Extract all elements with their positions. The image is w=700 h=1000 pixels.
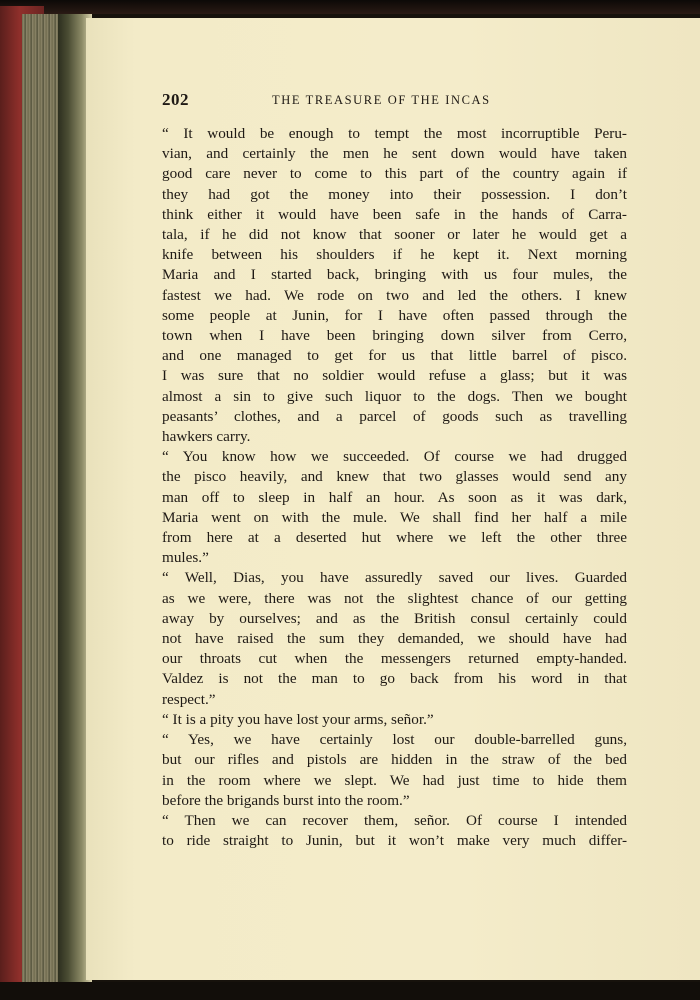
text-line: man off to sleep in half an hour. As soon as it was dark, — [162, 488, 627, 506]
text-line: to ride straight to Junin, but it won’t make very much differ- — [162, 832, 627, 850]
paragraph — [162, 710, 627, 730]
text-line: knife between his shoulders if he kept it. Next morning — [162, 246, 627, 264]
text-line: respect.” — [162, 690, 216, 708]
text-line: “ You know how we succeeded. Of course we had drugged — [162, 448, 627, 466]
text-line: away by ourselves; and as the British consul certainly could — [162, 609, 627, 627]
text-line: before the brigands burst into the room.” — [162, 791, 410, 809]
text-line: Maria went on with the mule. We shall find her half a mile — [162, 508, 627, 526]
paragraph — [162, 568, 627, 709]
text-line: “ It would be enough to tempt the most incorruptible Peru- — [162, 125, 627, 142]
text-line: tala, if he did not know that sooner or later he would get a — [162, 226, 627, 244]
running-head: THE TREASURE OF THE INCAS — [272, 93, 491, 107]
paragraph — [162, 730, 627, 811]
paragraph — [162, 447, 627, 568]
text-line: but our rifles and pistols are hidden in the straw of the bed — [162, 751, 627, 769]
text-line: “ Then we can recover them, señor. Of course I intended — [162, 811, 627, 829]
text-line: Valdez is not the man to go back from his word in that — [162, 670, 627, 688]
text-line: some people at Junin, for I have often passed through the — [162, 306, 627, 324]
text-line: Maria and I started back, bringing with us four mules, the — [162, 266, 627, 284]
text-line: town when I have been bringing down silver from Cerro, — [162, 327, 627, 345]
text-line: our throats cut when the messengers returned empty-handed. — [162, 650, 627, 668]
body-text — [162, 124, 627, 851]
page-header — [162, 90, 627, 112]
text-line: not have raised the sum they demanded, we should have had — [162, 630, 627, 648]
text-line: the pisco heavily, and knew that two glasses would send any — [162, 468, 627, 486]
text-line: good care never to come to this part of the country again if — [162, 165, 627, 183]
text-line: fastest we had. We rode on two and led the others. I knew — [162, 286, 627, 304]
text-line: almost a sin to give such liquor to the dogs. Then we bought — [162, 387, 627, 405]
text-line: vian, and certainly the men he sent down would have taken — [162, 145, 627, 163]
text-line: “ It is a pity you have lost your arms, señor.” — [162, 710, 434, 728]
text-line: “ Well, Dias, you have assuredly saved our lives. Guarded — [162, 569, 627, 587]
text-line: peasants’ clothes, and a parcel of goods such as travelling — [162, 407, 627, 425]
text-line: think either it would have been safe in the hands of Carra- — [162, 205, 627, 223]
text-line: hawkers carry. — [162, 428, 251, 446]
text-line: from here at a deserted hut where we left the other three — [162, 529, 627, 547]
page-number: 202 — [162, 90, 189, 109]
book-cover-top-edge — [0, 0, 700, 14]
text-line: “ Yes, we have certainly lost our double-barrelled guns, — [162, 731, 627, 749]
paragraph — [162, 811, 627, 851]
text-line: I was sure that no soldier would refuse a glass; but it was — [162, 367, 627, 385]
text-line: they had got the money into their possession. I don’t — [162, 185, 627, 203]
text-line: in the room where we slept. We had just time to hide them — [162, 771, 627, 789]
paragraph — [162, 124, 627, 447]
page-content — [162, 90, 627, 851]
text-line: and one managed to get for us that little barrel of pisco. — [162, 347, 627, 365]
text-line: mules.” — [162, 549, 209, 567]
page-bottom-edge — [0, 982, 700, 1000]
text-line: as we were, there was not the slightest chance of our getting — [162, 589, 627, 607]
